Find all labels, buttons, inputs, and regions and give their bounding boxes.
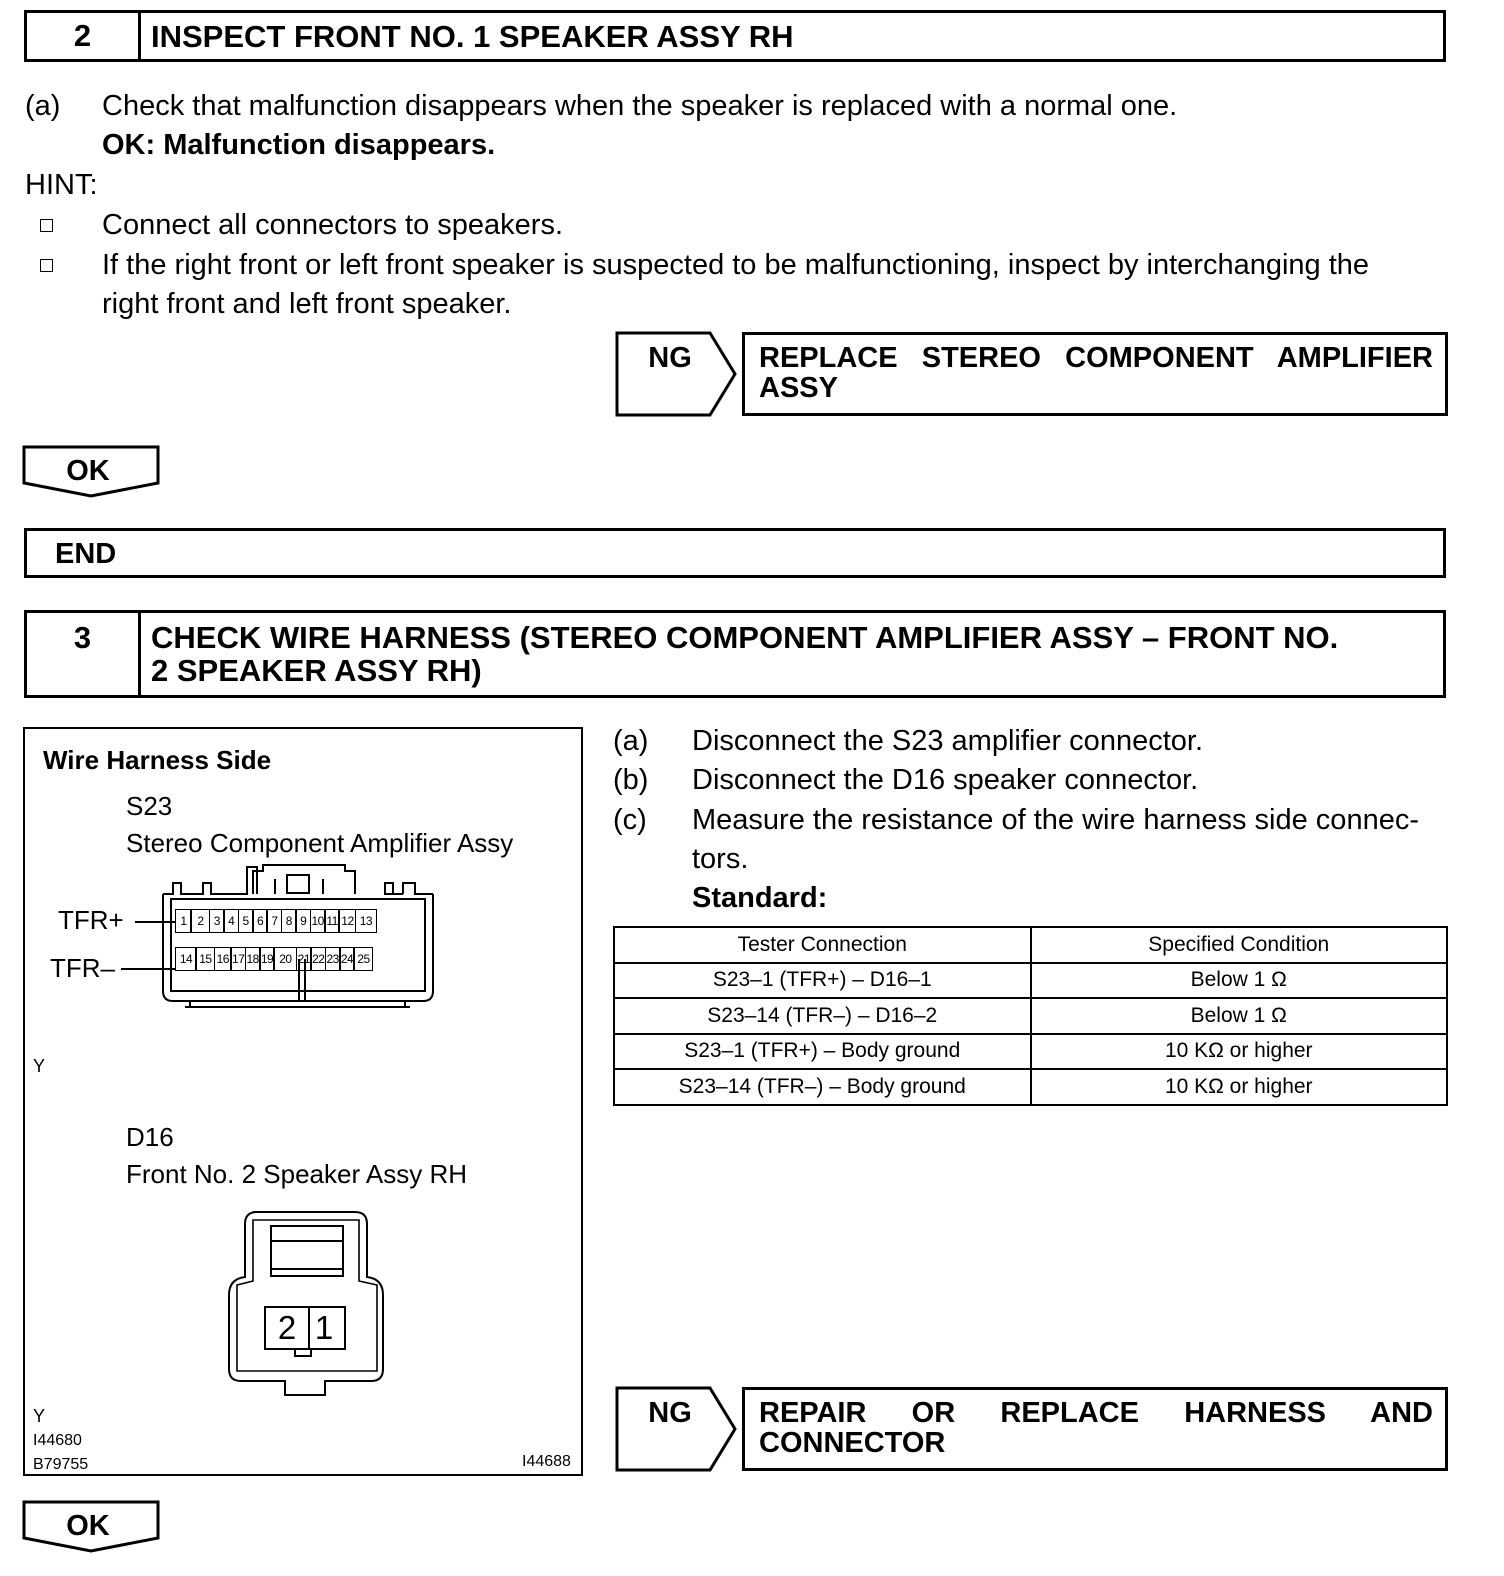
wire-color-code: Y <box>33 1406 46 1426</box>
s23-pin: 6 <box>252 909 268 933</box>
s23-pin: 12 <box>338 909 356 933</box>
ng-result-box <box>742 1387 1448 1471</box>
step-2-header <box>24 10 1446 62</box>
ng-result-line: REPLACE STEREO COMPONENT AMPLIFIER <box>759 342 1433 374</box>
s23-pin: 18 <box>245 947 261 971</box>
item-text: Check that malfunction disappears when the speaker is replaced with a normal one. <box>102 90 1178 122</box>
s23-pin: 17 <box>230 947 246 971</box>
end-box <box>24 528 1446 578</box>
step-title-line: 2 SPEAKER ASSY RH) <box>151 653 482 688</box>
s23-pin: 3 <box>209 909 225 933</box>
hint-item: If the right front or left front speaker is suspected to be malfunctioning, inspect by interchanging the <box>102 249 1370 281</box>
step-marker: (b) <box>613 764 649 796</box>
ng-result-box <box>742 332 1448 416</box>
item-marker: (a) <box>25 90 61 122</box>
s23-pin: 7 <box>266 909 282 933</box>
ok-label: OK <box>66 455 110 487</box>
step-marker: (a) <box>613 725 649 757</box>
table-cell: 10 KΩ or higher <box>1031 1069 1448 1105</box>
figure-id: B79755 <box>33 1456 89 1473</box>
standard-label: Standard: <box>692 882 828 914</box>
s23-pin: 19 <box>259 947 275 971</box>
end-label: END <box>55 538 117 570</box>
s23-pin: 11 <box>324 909 340 933</box>
s23-pin: 13 <box>355 909 377 933</box>
ng-result-line: CONNECTOR <box>759 1427 946 1459</box>
table-cell: S23–14 (TFR–) – D16–2 <box>614 998 1031 1034</box>
s23-pin: 5 <box>238 909 254 933</box>
hint-item: Connect all connectors to speakers. <box>102 209 564 241</box>
step-text: Disconnect the D16 speaker connector. <box>692 764 1199 796</box>
figure-id: I44688 <box>522 1453 571 1470</box>
table-cell: Below 1 Ω <box>1031 963 1448 999</box>
table-header: Tester Connection <box>614 927 1031 963</box>
d16-pin: 1 <box>314 1309 334 1346</box>
table-cell: S23–1 (TFR+) – D16–1 <box>614 963 1031 999</box>
step-title-line: CHECK WIRE HARNESS (STEREO COMPONENT AMPLIFIER ASSY – FRONT NO. <box>151 620 1339 655</box>
ng-result-line: REPAIR OR REPLACE HARNESS AND <box>759 1397 1433 1429</box>
d16-pin: 2 <box>277 1309 297 1346</box>
ok-arrow <box>22 445 162 499</box>
table-cell: S23–1 (TFR+) – Body ground <box>614 1034 1031 1070</box>
s23-pin: 24 <box>339 947 355 971</box>
s23-pin: 4 <box>223 909 239 933</box>
s23-pin: 1 <box>175 909 192 933</box>
s23-pin: 10 <box>310 909 326 933</box>
ng-label: NG <box>648 342 692 374</box>
d16-connector-drawing <box>25 729 585 1478</box>
figure-title: Wire Harness Side <box>43 745 272 775</box>
step-text-cont: tors. <box>692 843 749 875</box>
wire-color-code: Y <box>33 1056 46 1076</box>
table-row <box>614 998 1447 1034</box>
step-title <box>151 621 1429 687</box>
s23-pin: 8 <box>281 909 297 933</box>
table-row <box>614 1034 1447 1070</box>
step-title: INSPECT FRONT NO. 1 SPEAKER ASSY RH <box>151 19 794 54</box>
ng-label: NG <box>648 1397 692 1429</box>
step-number: 2 <box>27 13 141 59</box>
d16-name: Front No. 2 Speaker Assy RH <box>126 1159 468 1189</box>
ok-criteria: OK: Malfunction disappears. <box>102 129 496 161</box>
step-text: Measure the resistance of the wire harness side connec- <box>692 804 1419 836</box>
step-marker: (c) <box>613 804 647 836</box>
spec-table <box>613 926 1448 1106</box>
ok-label: OK <box>66 1510 110 1542</box>
figure-id: I44680 <box>33 1432 82 1449</box>
table-cell: Below 1 Ω <box>1031 998 1448 1034</box>
step-text: Disconnect the S23 amplifier connector. <box>692 725 1203 757</box>
s23-pin: 14 <box>175 947 197 971</box>
table-cell: 10 KΩ or higher <box>1031 1034 1448 1070</box>
s23-pin: 23 <box>325 947 341 971</box>
bullet-square-icon <box>40 219 53 232</box>
ng-result-line: ASSY <box>759 372 838 404</box>
step-number: 3 <box>27 613 141 695</box>
step-3-header <box>24 610 1446 698</box>
d16-code: D16 <box>126 1122 174 1152</box>
ng-arrow <box>615 1386 739 1472</box>
s23-pin: 2 <box>190 909 210 933</box>
table-row <box>614 1069 1447 1105</box>
table-cell: S23–14 (TFR–) – Body ground <box>614 1069 1031 1105</box>
s23-code: S23 <box>126 791 173 821</box>
s23-pin: 9 <box>295 909 311 933</box>
bullet-square-icon <box>40 259 53 272</box>
connector-figure <box>23 727 583 1476</box>
hint-item: right front and left front speaker. <box>102 288 512 320</box>
s23-pin: 16 <box>214 947 232 971</box>
s23-pin: 15 <box>195 947 215 971</box>
s23-pin: 21 <box>296 947 312 971</box>
table-header-row <box>614 927 1447 963</box>
tfr-minus-label: TFR– <box>50 953 115 983</box>
table-row <box>614 963 1447 999</box>
s23-pin: 20 <box>273 947 297 971</box>
hint-label: HINT: <box>25 169 98 201</box>
table-header: Specified Condition <box>1031 927 1448 963</box>
s23-pin: 25 <box>353 947 373 971</box>
ng-arrow <box>615 331 739 417</box>
s23-name: Stereo Component Amplifier Assy <box>126 828 514 858</box>
tfr-plus-label: TFR+ <box>58 905 124 935</box>
s23-pin: 22 <box>310 947 326 971</box>
ok-arrow <box>22 1500 162 1554</box>
